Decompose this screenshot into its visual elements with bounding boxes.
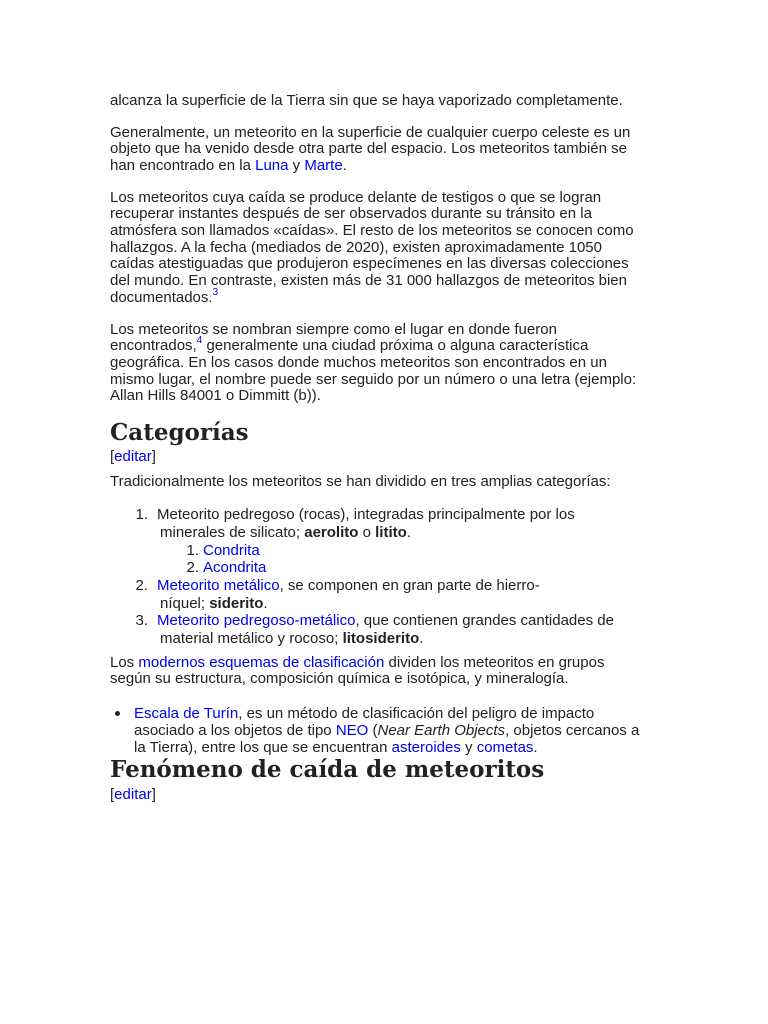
text-run: mismo lugar, el nombre puede ser seguido por un número o una letra (ejemplo:: [110, 370, 637, 388]
text-run: dividen los meteoritos en grupos: [384, 653, 605, 671]
text-run: Allan Hills 84001 o Dimmitt (b)).: [110, 387, 321, 405]
text-run: caídas atestiguadas que produjeron especímenes en las diversas colecciones: [110, 255, 629, 273]
link-condrita[interactable]: Condrita: [203, 541, 260, 559]
bold-term: aerolito: [304, 523, 359, 541]
text-line: [110, 286, 634, 307]
text-line: [110, 273, 634, 290]
text-line: [110, 206, 634, 223]
paragraph-meteorite-origin: [110, 125, 630, 175]
text-line: [110, 474, 611, 491]
text-line: [157, 612, 614, 630]
bold-term: litosiderito: [342, 630, 420, 647]
italic-term: Near Earth Objects: [377, 721, 506, 739]
paragraph-surface-impact: [110, 93, 623, 110]
text-run: níquel;: [160, 594, 210, 612]
link-luna[interactable]: Luna: [255, 156, 289, 174]
text-run: Tradicionalmente los meteoritos se han dividido en tres amplias categorías:: [110, 472, 611, 490]
text-run: y: [288, 156, 305, 174]
related-bullet-list: [0, 705, 639, 756]
text-run: [: [110, 785, 115, 803]
text-run: encontrados,: [110, 337, 197, 355]
text-line: [157, 577, 614, 595]
text-run: [: [110, 447, 115, 465]
text-line: [110, 787, 156, 804]
link-marte[interactable]: Marte: [304, 156, 343, 174]
text-line: [157, 524, 614, 542]
text-run: .: [419, 630, 424, 647]
text-line: [110, 141, 630, 158]
paragraph-classification: [110, 655, 604, 688]
text-line: [110, 372, 636, 389]
list-number: 2.: [186, 559, 199, 577]
text-run: .: [263, 594, 268, 612]
text-line: [134, 705, 639, 722]
text-line: [110, 322, 636, 339]
text-run: o: [358, 523, 376, 541]
text-run: del mundo. En contraste, existen más de 31 000 hallazgos de meteoritos bien: [110, 272, 627, 290]
text-line: [134, 722, 639, 739]
text-run: alcanza la superficie de la Tierra sin que se haya vaporizado completamente.: [110, 91, 623, 109]
reference-superscript[interactable]: [213, 287, 219, 298]
text-run: Los meteoritos se nombran siempre como el lugar en donde fueron: [110, 320, 557, 338]
text-line: [110, 355, 636, 372]
bold-term: litito: [375, 523, 407, 541]
list-number: 3.: [135, 612, 148, 630]
link-editar[interactable]: editar: [114, 447, 152, 465]
subcategory-list-item: [0, 559, 614, 577]
text-run: documentados.: [110, 288, 213, 306]
category-list-item: [0, 506, 614, 541]
text-run: objeto que ha venido desde otra parte del espacio. Los meteoritos también se: [110, 140, 628, 158]
categories-ordered-list: [0, 506, 614, 648]
category-list-item: [0, 612, 614, 647]
text-run: .: [533, 738, 538, 756]
text-run: Meteorito pedregoso (rocas), integradas principalmente por los: [157, 506, 575, 524]
text-run: según su estructura, composición química e isotópica, y mineralogía.: [110, 670, 569, 688]
text-line: [110, 93, 623, 110]
text-run: recuperar instantes después de ser observados durante su tránsito en la: [110, 205, 592, 223]
text-line: [110, 223, 634, 240]
text-run: han encontrado en la: [110, 156, 256, 174]
text-line: [110, 125, 630, 142]
text-run: .: [342, 156, 347, 174]
text-run: atmósfera son llamados «caídas». El resto de los meteoritos se conocen como: [110, 221, 634, 239]
text-run: , se componen en gran parte de hierro-: [279, 576, 540, 594]
text-line: [157, 595, 614, 613]
text-line: [110, 335, 636, 355]
text-run: hallazgos. A la fecha (mediados de 2020), existen aproximadamente 1050: [110, 238, 602, 256]
bullet-marker: [115, 711, 120, 716]
link-neo[interactable]: NEO: [335, 721, 369, 739]
edit-section-categorias: [110, 449, 156, 466]
text-run: asociado a los objetos de tipo: [134, 721, 336, 739]
subcategory-list-item: [0, 542, 614, 560]
paragraph-falls-and-finds: [110, 190, 634, 307]
list-number: 1.: [186, 541, 199, 559]
link-meteorito-pedregoso-metalico[interactable]: Meteorito pedregoso-metálico: [157, 612, 356, 630]
section-heading-categorias: Categorías: [110, 419, 249, 446]
text-run: material metálico y rocoso;: [160, 630, 343, 647]
link-acondrita[interactable]: Acondrita: [203, 559, 267, 577]
text-line: [157, 506, 614, 524]
text-run: minerales de silicato;: [160, 523, 305, 541]
edit-section-fenomeno: [110, 787, 156, 804]
text-run: .: [406, 523, 411, 541]
reference-link-3[interactable]: 3: [212, 286, 219, 298]
reference-superscript[interactable]: [197, 335, 203, 346]
list-number: 2.: [135, 576, 148, 594]
paragraph-categories-intro: [110, 474, 611, 491]
text-run: (: [368, 721, 378, 739]
text-run: , que contienen grandes cantidades de: [355, 612, 614, 630]
text-run: ]: [151, 447, 156, 465]
text-run: y: [460, 738, 477, 756]
reference-link-4[interactable]: 4: [196, 335, 203, 347]
text-line: [157, 630, 614, 648]
text-run: la Tierra), entre los que se encuentran: [134, 738, 392, 756]
category-list-item: [0, 577, 614, 612]
link-asteroides[interactable]: asteroides: [391, 738, 461, 756]
text-line: [110, 256, 634, 273]
text-run: , objetos cercanos a: [505, 721, 640, 739]
text-line: [110, 671, 604, 688]
link-editar[interactable]: editar: [114, 785, 152, 803]
text-line: [203, 559, 614, 577]
text-run: Generalmente, un meteorito en la superficie de cualquier cuerpo celeste es un: [110, 123, 631, 141]
text-line: [110, 449, 156, 466]
text-line: [203, 542, 614, 560]
link-modernos-esquemas-de-clasificacion[interactable]: modernos esquemas de clasificación: [138, 653, 385, 671]
text-line: [110, 240, 634, 257]
link-escala-de-turin[interactable]: Escala de Turín: [134, 704, 239, 722]
link-cometas[interactable]: cometas: [476, 738, 534, 756]
list-number: 1.: [135, 506, 148, 524]
text-line: [110, 158, 630, 175]
text-run: ]: [151, 785, 156, 803]
bold-term: siderito: [209, 594, 264, 612]
text-line: [110, 655, 604, 672]
text-line: [134, 739, 639, 756]
text-run: geográfica. En los casos donde muchos meteoritos son encontrados en un: [110, 353, 607, 371]
section-heading-fenomeno: Fenómeno de caída de meteoritos: [110, 756, 545, 783]
paragraph-naming: [110, 322, 636, 405]
bullet-list-item: [0, 705, 639, 756]
text-line: [110, 190, 634, 207]
text-line: [110, 388, 636, 405]
text-run: , es un método de clasificación del peligro de impacto: [238, 704, 595, 722]
text-run: Los meteoritos cuya caída se produce delante de testigos o que se logran: [110, 188, 602, 206]
text-run: Los: [110, 653, 139, 671]
text-run: generalmente una ciudad próxima o alguna característica: [202, 337, 589, 355]
link-meteorito-metalico[interactable]: Meteorito metálico: [157, 576, 280, 594]
